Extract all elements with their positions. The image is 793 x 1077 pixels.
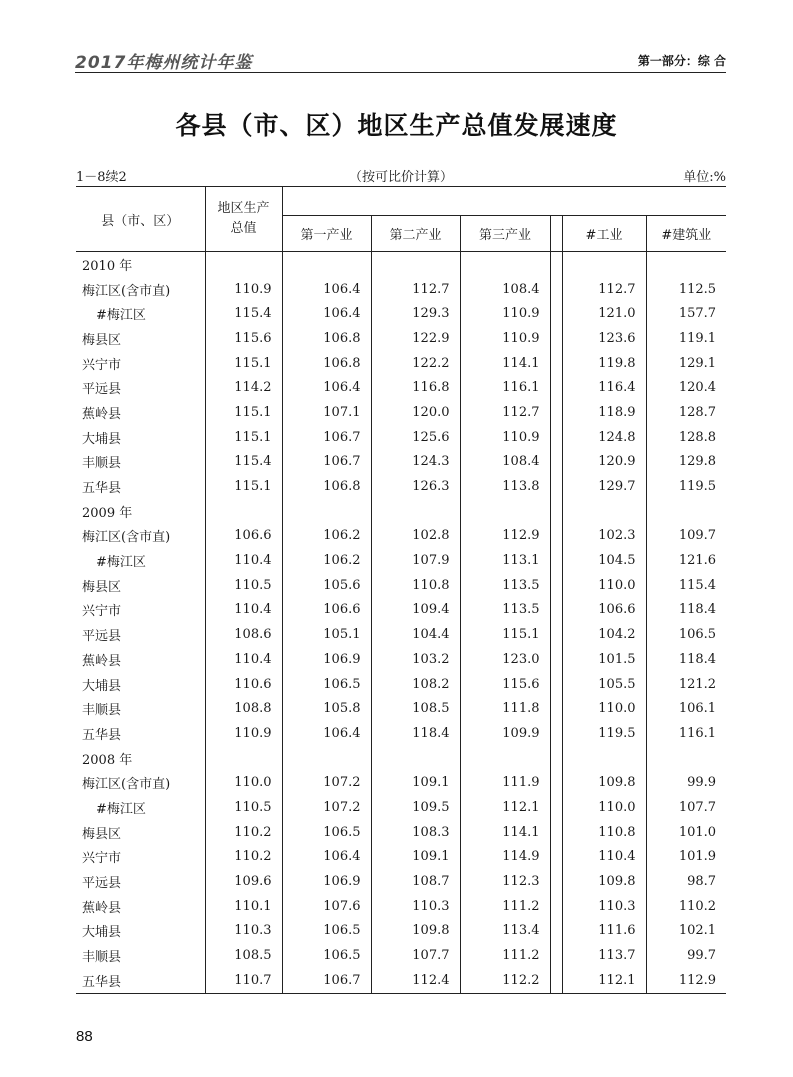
region-name: 五华县 [82, 481, 122, 497]
table-row [76, 845, 726, 870]
industry-value: 110.0 [562, 573, 646, 598]
industry-value: 109.8 [562, 770, 646, 795]
construction-value: 106.1 [646, 696, 726, 721]
cell-spacer [550, 845, 562, 870]
tertiary-value: 113.4 [460, 919, 550, 944]
secondary-value: 122.2 [371, 351, 460, 376]
header-secondary: 第二产业 [371, 216, 460, 252]
cell-empty [562, 252, 646, 277]
region-name: 蕉岭县 [82, 653, 122, 669]
tertiary-value: 114.1 [460, 820, 550, 845]
region-name: 梅县区 [82, 579, 122, 595]
construction-value: 129.8 [646, 450, 726, 475]
gdp-value: 108.5 [205, 943, 282, 968]
primary-value: 106.8 [282, 326, 371, 351]
secondary-value: 125.6 [371, 425, 460, 450]
secondary-value: 112.4 [371, 968, 460, 993]
cell-spacer [550, 919, 562, 944]
tertiary-value: 108.4 [460, 277, 550, 302]
gdp-value: 115.4 [205, 450, 282, 475]
cell-empty [205, 252, 282, 277]
secondary-value: 107.7 [371, 943, 460, 968]
table-row [76, 672, 726, 697]
cell-spacer [550, 425, 562, 450]
header-region: 县（市、区） [76, 187, 205, 252]
cell-empty [282, 746, 371, 771]
year-label: 2009 年 [82, 505, 133, 521]
construction-value: 99.9 [646, 770, 726, 795]
region-name: 兴宁市 [82, 604, 122, 620]
table-row [76, 598, 726, 623]
table-row [76, 375, 726, 400]
table-row [76, 351, 726, 376]
gdp-value: 110.4 [205, 548, 282, 573]
header-spacer [550, 216, 562, 252]
secondary-value: 108.5 [371, 696, 460, 721]
primary-value: 106.7 [282, 968, 371, 993]
tertiary-value: 113.5 [460, 598, 550, 623]
cell-spacer [550, 548, 562, 573]
industry-value: 112.1 [562, 968, 646, 993]
cell-spacer [550, 721, 562, 746]
industry-value: 104.5 [562, 548, 646, 573]
region-name: 梅江区(含市直) [82, 283, 171, 299]
region-name: 蕉岭县 [82, 406, 122, 422]
gdp-value: 110.3 [205, 919, 282, 944]
cell-empty [646, 746, 726, 771]
secondary-value: 129.3 [371, 301, 460, 326]
primary-value: 106.4 [282, 721, 371, 746]
table-row [76, 425, 726, 450]
table-row [76, 301, 726, 326]
cell-empty [460, 252, 550, 277]
primary-value: 106.4 [282, 277, 371, 302]
industry-value: 104.2 [562, 622, 646, 647]
tertiary-value: 110.9 [460, 301, 550, 326]
secondary-value: 122.9 [371, 326, 460, 351]
gdp-value: 110.4 [205, 598, 282, 623]
secondary-value: 110.8 [371, 573, 460, 598]
primary-value: 105.1 [282, 622, 371, 647]
construction-value: 129.1 [646, 351, 726, 376]
gdp-value: 109.6 [205, 869, 282, 894]
cell-spacer [550, 943, 562, 968]
region-name: 丰顺县 [82, 703, 122, 719]
table-row [76, 968, 726, 993]
table-row [76, 820, 726, 845]
tertiary-value: 114.9 [460, 845, 550, 870]
region-name: 平远县 [82, 876, 122, 892]
primary-value: 106.8 [282, 474, 371, 499]
secondary-value: 118.4 [371, 721, 460, 746]
industry-value: 110.4 [562, 845, 646, 870]
construction-value: 115.4 [646, 573, 726, 598]
tertiary-value: 112.7 [460, 400, 550, 425]
primary-value: 107.6 [282, 894, 371, 919]
gdp-value: 115.6 [205, 326, 282, 351]
cell-spacer [550, 820, 562, 845]
construction-value: 119.1 [646, 326, 726, 351]
cell-spacer [550, 795, 562, 820]
cell-spacer [550, 598, 562, 623]
gdp-value: 110.5 [205, 795, 282, 820]
construction-value: 118.4 [646, 647, 726, 672]
tertiary-value: 111.2 [460, 894, 550, 919]
industry-value: 113.7 [562, 943, 646, 968]
industry-value: 119.8 [562, 351, 646, 376]
industry-value: 109.8 [562, 869, 646, 894]
gdp-value: 115.1 [205, 474, 282, 499]
cell-spacer [550, 672, 562, 697]
tertiary-value: 110.9 [460, 326, 550, 351]
secondary-value: 109.1 [371, 770, 460, 795]
secondary-value: 109.1 [371, 845, 460, 870]
region-name: 蕉岭县 [82, 900, 122, 916]
secondary-value: 107.9 [371, 548, 460, 573]
cell-spacer [550, 375, 562, 400]
table-row [76, 696, 726, 721]
cell-empty [646, 499, 726, 524]
table-meta [76, 166, 726, 186]
cell-empty [460, 499, 550, 524]
primary-value: 106.9 [282, 869, 371, 894]
table-row [76, 400, 726, 425]
cell-empty [550, 252, 562, 277]
table-row [76, 450, 726, 475]
tertiary-value: 113.8 [460, 474, 550, 499]
table-row [76, 919, 726, 944]
primary-value: 106.4 [282, 845, 371, 870]
primary-value: 106.5 [282, 820, 371, 845]
cell-spacer [550, 524, 562, 549]
region-name: 梅江区(含市直) [82, 530, 171, 546]
region-name: 兴宁市 [82, 357, 122, 373]
year-row [76, 252, 726, 277]
cell-empty [562, 746, 646, 771]
industry-value: 110.0 [562, 696, 646, 721]
header-gdp-label: 地区生产总值 [217, 201, 270, 236]
tertiary-value: 111.8 [460, 696, 550, 721]
secondary-value: 108.7 [371, 869, 460, 894]
gdp-value: 110.0 [205, 770, 282, 795]
construction-value: 107.7 [646, 795, 726, 820]
page-number: 88 [76, 1028, 93, 1045]
primary-value: 107.2 [282, 770, 371, 795]
industry-value: 110.8 [562, 820, 646, 845]
data-table [76, 186, 726, 994]
tertiary-value: 114.1 [460, 351, 550, 376]
cell-empty [371, 499, 460, 524]
region-name: 大埔县 [82, 431, 122, 447]
cell-empty [282, 499, 371, 524]
construction-value: 106.5 [646, 622, 726, 647]
industry-value: 110.0 [562, 795, 646, 820]
construction-value: 101.0 [646, 820, 726, 845]
gdp-value: 110.5 [205, 573, 282, 598]
primary-value: 106.4 [282, 375, 371, 400]
secondary-value: 124.3 [371, 450, 460, 475]
gdp-value: 115.4 [205, 301, 282, 326]
secondary-value: 108.3 [371, 820, 460, 845]
table-row [76, 894, 726, 919]
tertiary-value: 112.1 [460, 795, 550, 820]
region-name: 五华县 [76, 968, 205, 993]
cell-spacer [550, 474, 562, 499]
gdp-value: 114.2 [205, 375, 282, 400]
gdp-value: 110.7 [205, 968, 282, 993]
tertiary-value: 109.9 [460, 721, 550, 746]
primary-value: 105.8 [282, 696, 371, 721]
region-name: 平远县 [82, 629, 122, 645]
header-primary: 第一产业 [282, 216, 371, 252]
cell-spacer [550, 622, 562, 647]
running-header [75, 46, 726, 73]
cell-spacer [550, 301, 562, 326]
year-row [76, 499, 726, 524]
table-row [76, 770, 726, 795]
cell-spacer [550, 400, 562, 425]
tertiary-value: 111.2 [460, 943, 550, 968]
tertiary-value: 108.4 [460, 450, 550, 475]
gdp-value: 115.1 [205, 400, 282, 425]
region-name: #梅江区 [96, 801, 146, 817]
industry-value: 120.9 [562, 450, 646, 475]
cell-empty [282, 252, 371, 277]
gdp-value: 106.6 [205, 524, 282, 549]
cell-spacer [550, 573, 562, 598]
table-row [76, 326, 726, 351]
construction-value: 112.5 [646, 277, 726, 302]
header-tertiary: 第三产业 [460, 216, 550, 252]
secondary-value: 126.3 [371, 474, 460, 499]
gdp-value: 108.8 [205, 696, 282, 721]
industry-value: 102.3 [562, 524, 646, 549]
gdp-value: 110.1 [205, 894, 282, 919]
construction-value: 98.7 [646, 869, 726, 894]
industry-value: 129.7 [562, 474, 646, 499]
construction-value: 118.4 [646, 598, 726, 623]
primary-value: 107.1 [282, 400, 371, 425]
industry-value: 106.6 [562, 598, 646, 623]
construction-value: 121.6 [646, 548, 726, 573]
primary-value: 106.5 [282, 943, 371, 968]
region-name: #梅江区 [96, 555, 146, 571]
primary-value: 106.9 [282, 647, 371, 672]
cell-empty [371, 746, 460, 771]
tertiary-value: 113.5 [460, 573, 550, 598]
table-number: 1－8续2 [76, 170, 127, 185]
cell-spacer [550, 647, 562, 672]
industry-value: 121.0 [562, 301, 646, 326]
industry-value: 123.6 [562, 326, 646, 351]
region-name: 丰顺县 [82, 950, 122, 966]
primary-value: 106.2 [282, 524, 371, 549]
tertiary-value: 115.6 [460, 672, 550, 697]
construction-value: 110.2 [646, 894, 726, 919]
construction-value: 99.7 [646, 943, 726, 968]
cell-empty [562, 499, 646, 524]
secondary-value: 109.4 [371, 598, 460, 623]
cell-spacer [550, 894, 562, 919]
industry-value: 101.5 [562, 647, 646, 672]
tertiary-value: 112.9 [460, 524, 550, 549]
secondary-value: 110.3 [371, 894, 460, 919]
table-row [76, 647, 726, 672]
cell-spacer [550, 770, 562, 795]
construction-value: 128.8 [646, 425, 726, 450]
primary-value: 107.2 [282, 795, 371, 820]
table-row [76, 622, 726, 647]
year-label: 2008 年 [82, 752, 133, 768]
primary-value: 106.2 [282, 548, 371, 573]
industry-value: 116.4 [562, 375, 646, 400]
primary-value: 105.6 [282, 573, 371, 598]
industry-value: 111.6 [562, 919, 646, 944]
tertiary-value: 110.9 [460, 425, 550, 450]
secondary-value: 120.0 [371, 400, 460, 425]
primary-value: 106.4 [282, 301, 371, 326]
industry-value: 118.9 [562, 400, 646, 425]
construction-value: 109.7 [646, 524, 726, 549]
header-blank [282, 187, 726, 216]
primary-value: 106.6 [282, 598, 371, 623]
region-name: 大埔县 [82, 678, 122, 694]
header-construction: #建筑业 [646, 216, 726, 252]
construction-value: 101.9 [646, 845, 726, 870]
construction-value: 157.7 [646, 301, 726, 326]
construction-value: 102.1 [646, 919, 726, 944]
construction-value: 121.2 [646, 672, 726, 697]
construction-value: 119.5 [646, 474, 726, 499]
construction-value: 120.4 [646, 375, 726, 400]
secondary-value: 116.8 [371, 375, 460, 400]
construction-value: 128.7 [646, 400, 726, 425]
gdp-value: 110.2 [205, 845, 282, 870]
table-row [76, 795, 726, 820]
gdp-value: 115.1 [205, 425, 282, 450]
cell-empty [371, 252, 460, 277]
secondary-value: 102.8 [371, 524, 460, 549]
cell-spacer [550, 450, 562, 475]
cell-spacer [550, 696, 562, 721]
region-name: 梅江区(含市直) [82, 777, 171, 793]
region-name: 平远县 [82, 382, 122, 398]
gdp-value: 110.2 [205, 820, 282, 845]
secondary-value: 108.2 [371, 672, 460, 697]
section-label: 第一部分：综 合 [637, 54, 726, 68]
gdp-value: 110.9 [205, 721, 282, 746]
secondary-value: 103.2 [371, 647, 460, 672]
gdp-value: 115.1 [205, 351, 282, 376]
header-industry: #工业 [562, 216, 646, 252]
year-row [76, 746, 726, 771]
primary-value: 106.5 [282, 672, 371, 697]
tertiary-value: 112.2 [460, 968, 550, 993]
tertiary-value: 111.9 [460, 770, 550, 795]
year-label: 2010 年 [82, 258, 133, 274]
tertiary-value: 116.1 [460, 375, 550, 400]
tertiary-value: 115.1 [460, 622, 550, 647]
industry-value: 112.7 [562, 277, 646, 302]
secondary-value: 112.7 [371, 277, 460, 302]
cell-empty [205, 746, 282, 771]
tertiary-value: 123.0 [460, 647, 550, 672]
table-row [76, 474, 726, 499]
cell-spacer [550, 968, 562, 993]
secondary-value: 104.4 [371, 622, 460, 647]
cell-empty [205, 499, 282, 524]
table-row [76, 277, 726, 302]
table-row [76, 943, 726, 968]
table-row [76, 524, 726, 549]
cell-spacer [550, 869, 562, 894]
gdp-value: 110.9 [205, 277, 282, 302]
header-gdp [205, 187, 282, 252]
construction-value: 112.9 [646, 968, 726, 993]
table-row [76, 548, 726, 573]
industry-value: 105.5 [562, 672, 646, 697]
cell-empty [646, 252, 726, 277]
table-row [76, 573, 726, 598]
yearbook-title: 2017年梅州统计年鉴 [75, 53, 253, 73]
industry-value: 124.8 [562, 425, 646, 450]
table-note: （按可比价计算） [348, 170, 453, 185]
region-name: 梅县区 [82, 332, 122, 348]
secondary-value: 109.5 [371, 795, 460, 820]
cell-spacer [550, 277, 562, 302]
industry-value: 119.5 [562, 721, 646, 746]
cell-empty [460, 746, 550, 771]
unit-label: 单位:% [683, 170, 726, 185]
cell-spacer [550, 326, 562, 351]
primary-value: 106.7 [282, 425, 371, 450]
table-row [76, 721, 726, 746]
cell-spacer [550, 351, 562, 376]
region-name: 梅县区 [82, 826, 122, 842]
cell-empty [550, 499, 562, 524]
cell-empty [550, 746, 562, 771]
secondary-value: 109.8 [371, 919, 460, 944]
gdp-value: 108.6 [205, 622, 282, 647]
primary-value: 106.5 [282, 919, 371, 944]
gdp-value: 110.4 [205, 647, 282, 672]
region-name: 丰顺县 [82, 456, 122, 472]
region-name: 大埔县 [82, 925, 122, 941]
table-row [76, 869, 726, 894]
region-name: 五华县 [82, 727, 122, 743]
tertiary-value: 113.1 [460, 548, 550, 573]
primary-value: 106.8 [282, 351, 371, 376]
tertiary-value: 112.3 [460, 869, 550, 894]
region-name: 兴宁市 [82, 851, 122, 867]
region-name: #梅江区 [96, 308, 146, 324]
page-title: 各县（市、区）地区生产总值发展速度 [175, 111, 618, 140]
primary-value: 106.7 [282, 450, 371, 475]
gdp-value: 110.6 [205, 672, 282, 697]
construction-value: 116.1 [646, 721, 726, 746]
industry-value: 110.3 [562, 894, 646, 919]
